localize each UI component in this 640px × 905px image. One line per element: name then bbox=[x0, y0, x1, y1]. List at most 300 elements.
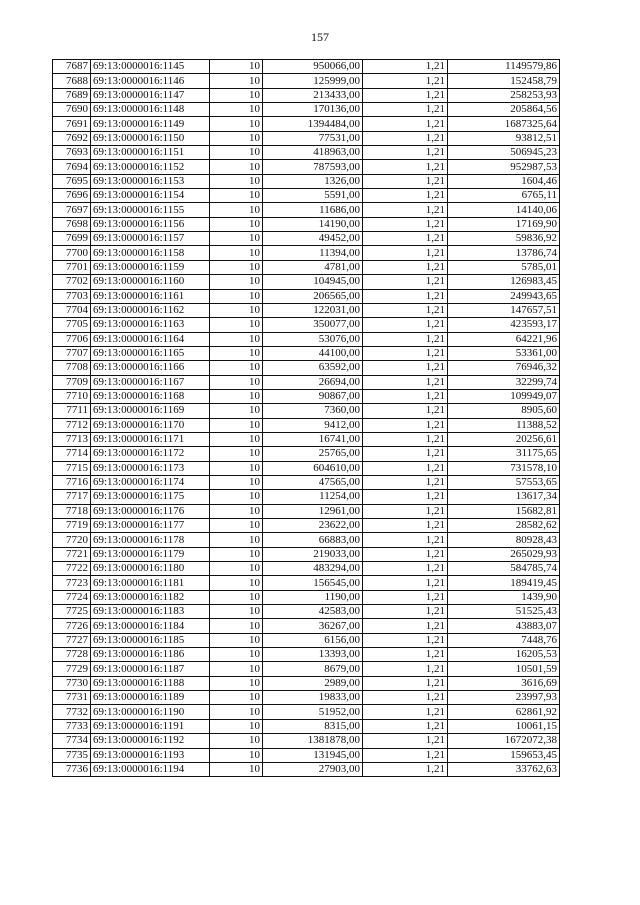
cadastral-number-cell: 69:13:0000016:1184 bbox=[91, 619, 210, 633]
value-cell: 26694,00 bbox=[263, 375, 363, 389]
cadastral-number-cell: 69:13:0000016:1193 bbox=[91, 748, 210, 762]
cadastral-number-cell: 69:13:0000016:1185 bbox=[91, 633, 210, 647]
result-cell: 159653,45 bbox=[448, 748, 560, 762]
value-cell: 7360,00 bbox=[263, 404, 363, 418]
cadastral-number-cell: 69:13:0000016:1147 bbox=[91, 88, 210, 102]
result-cell: 423593,17 bbox=[448, 318, 560, 332]
value-cell: 5591,00 bbox=[263, 189, 363, 203]
category-cell: 10 bbox=[210, 748, 263, 762]
row-number-cell: 7694 bbox=[53, 160, 91, 174]
category-cell: 10 bbox=[210, 562, 263, 576]
result-cell: 28582,62 bbox=[448, 519, 560, 533]
table-row bbox=[53, 361, 560, 375]
cadastral-number-cell: 69:13:0000016:1182 bbox=[91, 590, 210, 604]
row-number-cell: 7714 bbox=[53, 447, 91, 461]
table-row bbox=[53, 275, 560, 289]
coefficient-cell: 1,21 bbox=[363, 232, 448, 246]
table-row bbox=[53, 432, 560, 446]
coefficient-cell: 1,21 bbox=[363, 203, 448, 217]
cadastral-number-cell: 69:13:0000016:1157 bbox=[91, 232, 210, 246]
category-cell: 10 bbox=[210, 418, 263, 432]
row-number-cell: 7734 bbox=[53, 734, 91, 748]
cadastral-number-cell: 69:13:0000016:1170 bbox=[91, 418, 210, 432]
row-number-cell: 7695 bbox=[53, 174, 91, 188]
category-cell: 10 bbox=[210, 103, 263, 117]
cadastral-value-table bbox=[52, 59, 560, 777]
cadastral-number-cell: 69:13:0000016:1189 bbox=[91, 691, 210, 705]
coefficient-cell: 1,21 bbox=[363, 533, 448, 547]
table-row bbox=[53, 605, 560, 619]
value-cell: 604610,00 bbox=[263, 461, 363, 475]
row-number-cell: 7721 bbox=[53, 547, 91, 561]
category-cell: 10 bbox=[210, 217, 263, 231]
row-number-cell: 7715 bbox=[53, 461, 91, 475]
value-cell: 8315,00 bbox=[263, 719, 363, 733]
cadastral-number-cell: 69:13:0000016:1146 bbox=[91, 74, 210, 88]
row-number-cell: 7709 bbox=[53, 375, 91, 389]
value-cell: 66883,00 bbox=[263, 533, 363, 547]
table-row bbox=[53, 533, 560, 547]
value-cell: 170136,00 bbox=[263, 103, 363, 117]
result-cell: 506945,23 bbox=[448, 146, 560, 160]
category-cell: 10 bbox=[210, 260, 263, 274]
row-number-cell: 7729 bbox=[53, 662, 91, 676]
category-cell: 10 bbox=[210, 648, 263, 662]
category-cell: 10 bbox=[210, 389, 263, 403]
category-cell: 10 bbox=[210, 662, 263, 676]
category-cell: 10 bbox=[210, 146, 263, 160]
coefficient-cell: 1,21 bbox=[363, 418, 448, 432]
table-row bbox=[53, 289, 560, 303]
result-cell: 51525,43 bbox=[448, 605, 560, 619]
table-row bbox=[53, 332, 560, 346]
coefficient-cell: 1,21 bbox=[363, 275, 448, 289]
coefficient-cell: 1,21 bbox=[363, 447, 448, 461]
value-cell: 8679,00 bbox=[263, 662, 363, 676]
category-cell: 10 bbox=[210, 160, 263, 174]
result-cell: 59836,92 bbox=[448, 232, 560, 246]
row-number-cell: 7706 bbox=[53, 332, 91, 346]
coefficient-cell: 1,21 bbox=[363, 318, 448, 332]
table-row bbox=[53, 260, 560, 274]
coefficient-cell: 1,21 bbox=[363, 648, 448, 662]
table-row bbox=[53, 103, 560, 117]
category-cell: 10 bbox=[210, 332, 263, 346]
row-number-cell: 7725 bbox=[53, 605, 91, 619]
table-row bbox=[53, 590, 560, 604]
coefficient-cell: 1,21 bbox=[363, 676, 448, 690]
table-row bbox=[53, 705, 560, 719]
row-number-cell: 7708 bbox=[53, 361, 91, 375]
coefficient-cell: 1,21 bbox=[363, 260, 448, 274]
coefficient-cell: 1,21 bbox=[363, 103, 448, 117]
table-row bbox=[53, 389, 560, 403]
table-row bbox=[53, 461, 560, 475]
table-row bbox=[53, 619, 560, 633]
category-cell: 10 bbox=[210, 189, 263, 203]
table-row bbox=[53, 547, 560, 561]
result-cell: 64221,96 bbox=[448, 332, 560, 346]
coefficient-cell: 1,21 bbox=[363, 719, 448, 733]
table-row bbox=[53, 146, 560, 160]
value-cell: 12961,00 bbox=[263, 504, 363, 518]
table-row bbox=[53, 504, 560, 518]
table-row bbox=[53, 762, 560, 776]
value-cell: 418963,00 bbox=[263, 146, 363, 160]
value-cell: 125999,00 bbox=[263, 74, 363, 88]
coefficient-cell: 1,21 bbox=[363, 289, 448, 303]
coefficient-cell: 1,21 bbox=[363, 504, 448, 518]
value-cell: 16741,00 bbox=[263, 432, 363, 446]
table-row bbox=[53, 576, 560, 590]
table-row bbox=[53, 404, 560, 418]
table-row bbox=[53, 74, 560, 88]
category-cell: 10 bbox=[210, 734, 263, 748]
category-cell: 10 bbox=[210, 605, 263, 619]
row-number-cell: 7689 bbox=[53, 88, 91, 102]
value-cell: 42583,00 bbox=[263, 605, 363, 619]
coefficient-cell: 1,21 bbox=[363, 475, 448, 489]
coefficient-cell: 1,21 bbox=[363, 160, 448, 174]
result-cell: 584785,74 bbox=[448, 562, 560, 576]
result-cell: 1687325,64 bbox=[448, 117, 560, 131]
row-number-cell: 7719 bbox=[53, 519, 91, 533]
table-row bbox=[53, 303, 560, 317]
row-number-cell: 7718 bbox=[53, 504, 91, 518]
table-row bbox=[53, 88, 560, 102]
table-row bbox=[53, 318, 560, 332]
category-cell: 10 bbox=[210, 547, 263, 561]
coefficient-cell: 1,21 bbox=[363, 88, 448, 102]
category-cell: 10 bbox=[210, 432, 263, 446]
coefficient-cell: 1,21 bbox=[363, 174, 448, 188]
table-row bbox=[53, 246, 560, 260]
row-number-cell: 7699 bbox=[53, 232, 91, 246]
coefficient-cell: 1,21 bbox=[363, 361, 448, 375]
category-cell: 10 bbox=[210, 619, 263, 633]
row-number-cell: 7713 bbox=[53, 432, 91, 446]
value-cell: 63592,00 bbox=[263, 361, 363, 375]
coefficient-cell: 1,21 bbox=[363, 734, 448, 748]
category-cell: 10 bbox=[210, 88, 263, 102]
table-row bbox=[53, 519, 560, 533]
cadastral-number-cell: 69:13:0000016:1186 bbox=[91, 648, 210, 662]
value-cell: 49452,00 bbox=[263, 232, 363, 246]
value-cell: 25765,00 bbox=[263, 447, 363, 461]
row-number-cell: 7701 bbox=[53, 260, 91, 274]
coefficient-cell: 1,21 bbox=[363, 117, 448, 131]
row-number-cell: 7723 bbox=[53, 576, 91, 590]
cadastral-number-cell: 69:13:0000016:1191 bbox=[91, 719, 210, 733]
result-cell: 20256,61 bbox=[448, 432, 560, 446]
cadastral-number-cell: 69:13:0000016:1163 bbox=[91, 318, 210, 332]
cadastral-number-cell: 69:13:0000016:1166 bbox=[91, 361, 210, 375]
table-row bbox=[53, 189, 560, 203]
value-cell: 23622,00 bbox=[263, 519, 363, 533]
result-cell: 15682,81 bbox=[448, 504, 560, 518]
row-number-cell: 7736 bbox=[53, 762, 91, 776]
cadastral-number-cell: 69:13:0000016:1181 bbox=[91, 576, 210, 590]
value-cell: 1394484,00 bbox=[263, 117, 363, 131]
cadastral-number-cell: 69:13:0000016:1175 bbox=[91, 490, 210, 504]
coefficient-cell: 1,21 bbox=[363, 490, 448, 504]
cadastral-number-cell: 69:13:0000016:1149 bbox=[91, 117, 210, 131]
coefficient-cell: 1,21 bbox=[363, 217, 448, 231]
category-cell: 10 bbox=[210, 576, 263, 590]
row-number-cell: 7704 bbox=[53, 303, 91, 317]
cadastral-number-cell: 69:13:0000016:1158 bbox=[91, 246, 210, 260]
value-cell: 950066,00 bbox=[263, 60, 363, 74]
table-row bbox=[53, 160, 560, 174]
value-cell: 13393,00 bbox=[263, 648, 363, 662]
result-cell: 126983,45 bbox=[448, 275, 560, 289]
coefficient-cell: 1,21 bbox=[363, 146, 448, 160]
result-cell: 109949,07 bbox=[448, 389, 560, 403]
table-row bbox=[53, 418, 560, 432]
result-cell: 11388,52 bbox=[448, 418, 560, 432]
result-cell: 1439,90 bbox=[448, 590, 560, 604]
coefficient-cell: 1,21 bbox=[363, 547, 448, 561]
value-cell: 104945,00 bbox=[263, 275, 363, 289]
row-number-cell: 7702 bbox=[53, 275, 91, 289]
cadastral-number-cell: 69:13:0000016:1151 bbox=[91, 146, 210, 160]
value-cell: 1190,00 bbox=[263, 590, 363, 604]
coefficient-cell: 1,21 bbox=[363, 131, 448, 145]
value-cell: 1381878,00 bbox=[263, 734, 363, 748]
row-number-cell: 7720 bbox=[53, 533, 91, 547]
cadastral-number-cell: 69:13:0000016:1167 bbox=[91, 375, 210, 389]
row-number-cell: 7724 bbox=[53, 590, 91, 604]
cadastral-number-cell: 69:13:0000016:1194 bbox=[91, 762, 210, 776]
row-number-cell: 7700 bbox=[53, 246, 91, 260]
row-number-cell: 7717 bbox=[53, 490, 91, 504]
category-cell: 10 bbox=[210, 131, 263, 145]
value-cell: 9412,00 bbox=[263, 418, 363, 432]
table-row bbox=[53, 174, 560, 188]
table-row bbox=[53, 676, 560, 690]
result-cell: 53361,00 bbox=[448, 346, 560, 360]
table-row bbox=[53, 748, 560, 762]
row-number-cell: 7693 bbox=[53, 146, 91, 160]
cadastral-number-cell: 69:13:0000016:1190 bbox=[91, 705, 210, 719]
category-cell: 10 bbox=[210, 404, 263, 418]
row-number-cell: 7726 bbox=[53, 619, 91, 633]
value-cell: 51952,00 bbox=[263, 705, 363, 719]
value-cell: 483294,00 bbox=[263, 562, 363, 576]
table-row bbox=[53, 662, 560, 676]
page-number: 157 bbox=[311, 30, 329, 44]
table-row bbox=[53, 447, 560, 461]
result-cell: 33762,63 bbox=[448, 762, 560, 776]
row-number-cell: 7692 bbox=[53, 131, 91, 145]
value-cell: 156545,00 bbox=[263, 576, 363, 590]
category-cell: 10 bbox=[210, 762, 263, 776]
row-number-cell: 7730 bbox=[53, 676, 91, 690]
cadastral-number-cell: 69:13:0000016:1178 bbox=[91, 533, 210, 547]
row-number-cell: 7722 bbox=[53, 562, 91, 576]
category-cell: 10 bbox=[210, 375, 263, 389]
table-row bbox=[53, 648, 560, 662]
row-number-cell: 7728 bbox=[53, 648, 91, 662]
coefficient-cell: 1,21 bbox=[363, 346, 448, 360]
coefficient-cell: 1,21 bbox=[363, 519, 448, 533]
row-number-cell: 7687 bbox=[53, 60, 91, 74]
result-cell: 14140,06 bbox=[448, 203, 560, 217]
category-cell: 10 bbox=[210, 691, 263, 705]
value-cell: 4781,00 bbox=[263, 260, 363, 274]
result-cell: 76946,32 bbox=[448, 361, 560, 375]
coefficient-cell: 1,21 bbox=[363, 432, 448, 446]
cadastral-number-cell: 69:13:0000016:1160 bbox=[91, 275, 210, 289]
coefficient-cell: 1,21 bbox=[363, 619, 448, 633]
row-number-cell: 7697 bbox=[53, 203, 91, 217]
row-number-cell: 7688 bbox=[53, 74, 91, 88]
row-number-cell: 7696 bbox=[53, 189, 91, 203]
cadastral-number-cell: 69:13:0000016:1155 bbox=[91, 203, 210, 217]
cadastral-number-cell: 69:13:0000016:1179 bbox=[91, 547, 210, 561]
row-number-cell: 7690 bbox=[53, 103, 91, 117]
result-cell: 62861,92 bbox=[448, 705, 560, 719]
category-cell: 10 bbox=[210, 74, 263, 88]
value-cell: 77531,00 bbox=[263, 131, 363, 145]
row-number-cell: 7698 bbox=[53, 217, 91, 231]
cadastral-number-cell: 69:13:0000016:1176 bbox=[91, 504, 210, 518]
category-cell: 10 bbox=[210, 289, 263, 303]
table-row bbox=[53, 117, 560, 131]
table-row bbox=[53, 217, 560, 231]
value-cell: 47565,00 bbox=[263, 475, 363, 489]
value-cell: 787593,00 bbox=[263, 160, 363, 174]
value-cell: 350077,00 bbox=[263, 318, 363, 332]
row-number-cell: 7711 bbox=[53, 404, 91, 418]
table-row bbox=[53, 475, 560, 489]
value-cell: 131945,00 bbox=[263, 748, 363, 762]
result-cell: 23997,93 bbox=[448, 691, 560, 705]
cadastral-number-cell: 69:13:0000016:1156 bbox=[91, 217, 210, 231]
result-cell: 13786,74 bbox=[448, 246, 560, 260]
row-number-cell: 7710 bbox=[53, 389, 91, 403]
result-cell: 32299,74 bbox=[448, 375, 560, 389]
coefficient-cell: 1,21 bbox=[363, 605, 448, 619]
row-number-cell: 7705 bbox=[53, 318, 91, 332]
coefficient-cell: 1,21 bbox=[363, 562, 448, 576]
cadastral-number-cell: 69:13:0000016:1148 bbox=[91, 103, 210, 117]
category-cell: 10 bbox=[210, 719, 263, 733]
table-row bbox=[53, 346, 560, 360]
coefficient-cell: 1,21 bbox=[363, 389, 448, 403]
result-cell: 10061,15 bbox=[448, 719, 560, 733]
table-row bbox=[53, 734, 560, 748]
category-cell: 10 bbox=[210, 246, 263, 260]
result-cell: 93812,51 bbox=[448, 131, 560, 145]
table-row bbox=[53, 131, 560, 145]
value-cell: 219033,00 bbox=[263, 547, 363, 561]
table-row bbox=[53, 203, 560, 217]
coefficient-cell: 1,21 bbox=[363, 691, 448, 705]
result-cell: 8905,60 bbox=[448, 404, 560, 418]
value-cell: 19833,00 bbox=[263, 691, 363, 705]
result-cell: 249943,65 bbox=[448, 289, 560, 303]
row-number-cell: 7712 bbox=[53, 418, 91, 432]
result-cell: 1672072,38 bbox=[448, 734, 560, 748]
row-number-cell: 7733 bbox=[53, 719, 91, 733]
cadastral-number-cell: 69:13:0000016:1164 bbox=[91, 332, 210, 346]
value-cell: 213433,00 bbox=[263, 88, 363, 102]
category-cell: 10 bbox=[210, 676, 263, 690]
value-cell: 11254,00 bbox=[263, 490, 363, 504]
table-row bbox=[53, 719, 560, 733]
category-cell: 10 bbox=[210, 461, 263, 475]
coefficient-cell: 1,21 bbox=[363, 576, 448, 590]
cadastral-number-cell: 69:13:0000016:1165 bbox=[91, 346, 210, 360]
result-cell: 3616,69 bbox=[448, 676, 560, 690]
category-cell: 10 bbox=[210, 203, 263, 217]
cadastral-number-cell: 69:13:0000016:1192 bbox=[91, 734, 210, 748]
value-cell: 53076,00 bbox=[263, 332, 363, 346]
category-cell: 10 bbox=[210, 519, 263, 533]
result-cell: 6765,11 bbox=[448, 189, 560, 203]
category-cell: 10 bbox=[210, 318, 263, 332]
cadastral-number-cell: 69:13:0000016:1183 bbox=[91, 605, 210, 619]
cadastral-number-cell: 69:13:0000016:1153 bbox=[91, 174, 210, 188]
table-row bbox=[53, 60, 560, 74]
value-cell: 27903,00 bbox=[263, 762, 363, 776]
result-cell: 57553,65 bbox=[448, 475, 560, 489]
coefficient-cell: 1,21 bbox=[363, 590, 448, 604]
table-row bbox=[53, 232, 560, 246]
table-row bbox=[53, 691, 560, 705]
row-number-cell: 7735 bbox=[53, 748, 91, 762]
table-row bbox=[53, 562, 560, 576]
coefficient-cell: 1,21 bbox=[363, 461, 448, 475]
cadastral-number-cell: 69:13:0000016:1187 bbox=[91, 662, 210, 676]
table-row bbox=[53, 633, 560, 647]
row-number-cell: 7732 bbox=[53, 705, 91, 719]
category-cell: 10 bbox=[210, 633, 263, 647]
value-cell: 14190,00 bbox=[263, 217, 363, 231]
result-cell: 13617,34 bbox=[448, 490, 560, 504]
category-cell: 10 bbox=[210, 117, 263, 131]
coefficient-cell: 1,21 bbox=[363, 705, 448, 719]
coefficient-cell: 1,21 bbox=[363, 332, 448, 346]
coefficient-cell: 1,21 bbox=[363, 375, 448, 389]
cadastral-number-cell: 69:13:0000016:1180 bbox=[91, 562, 210, 576]
category-cell: 10 bbox=[210, 60, 263, 74]
cadastral-number-cell: 69:13:0000016:1152 bbox=[91, 160, 210, 174]
cadastral-number-cell: 69:13:0000016:1159 bbox=[91, 260, 210, 274]
category-cell: 10 bbox=[210, 232, 263, 246]
result-cell: 80928,43 bbox=[448, 533, 560, 547]
coefficient-cell: 1,21 bbox=[363, 74, 448, 88]
cadastral-number-cell: 69:13:0000016:1174 bbox=[91, 475, 210, 489]
value-cell: 44100,00 bbox=[263, 346, 363, 360]
coefficient-cell: 1,21 bbox=[363, 189, 448, 203]
value-cell: 11686,00 bbox=[263, 203, 363, 217]
value-cell: 90867,00 bbox=[263, 389, 363, 403]
result-cell: 731578,10 bbox=[448, 461, 560, 475]
category-cell: 10 bbox=[210, 533, 263, 547]
table-row bbox=[53, 490, 560, 504]
table-row bbox=[53, 375, 560, 389]
row-number-cell: 7731 bbox=[53, 691, 91, 705]
category-cell: 10 bbox=[210, 490, 263, 504]
result-cell: 17169,90 bbox=[448, 217, 560, 231]
result-cell: 1149579,86 bbox=[448, 60, 560, 74]
result-cell: 7448,76 bbox=[448, 633, 560, 647]
row-number-cell: 7716 bbox=[53, 475, 91, 489]
cadastral-number-cell: 69:13:0000016:1145 bbox=[91, 60, 210, 74]
result-cell: 152458,79 bbox=[448, 74, 560, 88]
